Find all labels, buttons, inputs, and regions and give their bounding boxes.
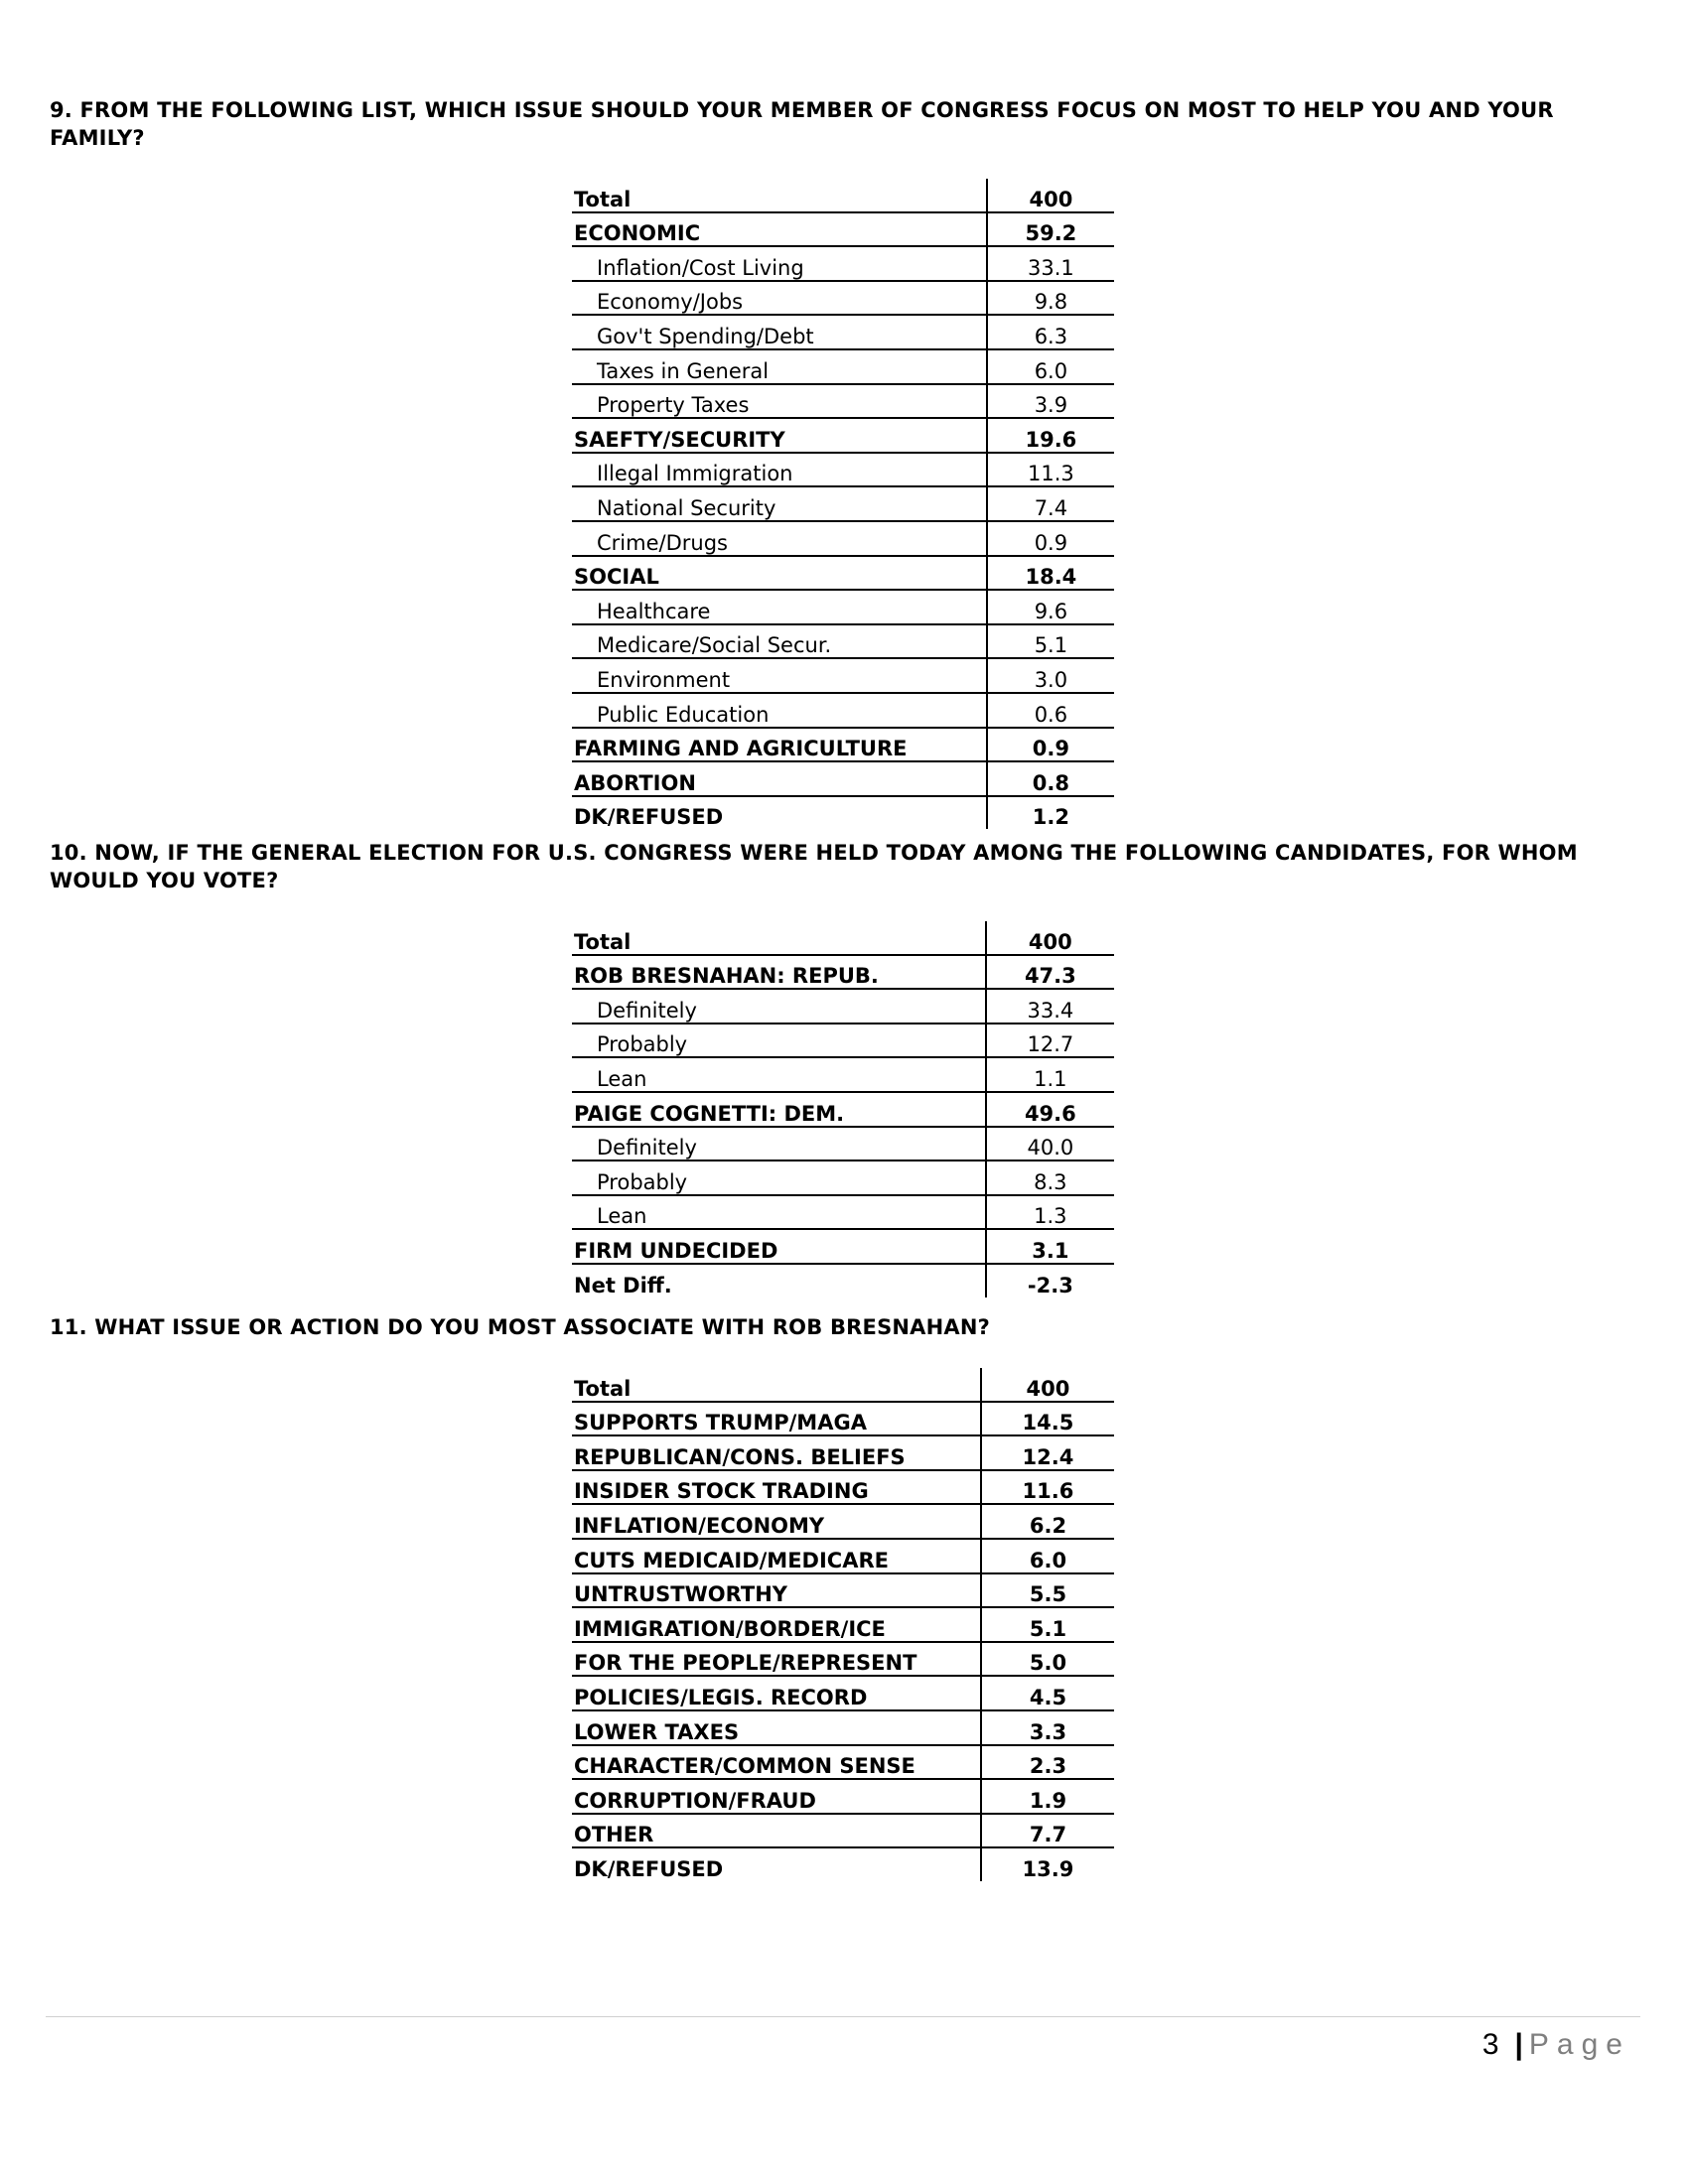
row-label: INSIDER STOCK TRADING — [572, 1470, 981, 1505]
row-label: Definitely — [572, 989, 986, 1024]
question-11-table-body — [572, 1368, 1114, 1881]
table-row — [572, 1847, 1114, 1881]
row-value: 0.8 — [987, 761, 1114, 796]
row-value: 0.6 — [987, 693, 1114, 728]
row-value: 59.2 — [987, 212, 1114, 247]
row-label: OTHER — [572, 1814, 981, 1848]
row-value: -2.3 — [986, 1264, 1114, 1297]
row-label: DK/REFUSED — [574, 1856, 724, 1881]
row-value: 5.5 — [981, 1573, 1114, 1608]
row-label: Definitely — [572, 1127, 986, 1161]
table-row — [572, 955, 1114, 990]
row-value: 33.1 — [987, 246, 1114, 281]
page-separator: | — [1514, 2028, 1523, 2061]
page-number: 3 — [1481, 2028, 1499, 2061]
row-value: 0.9 — [987, 521, 1114, 556]
row-value: 14.5 — [981, 1402, 1114, 1436]
row-value: 49.6 — [986, 1092, 1114, 1127]
table-row — [572, 1539, 1114, 1573]
row-value: 5.0 — [981, 1642, 1114, 1677]
table-row — [572, 1504, 1114, 1539]
header-label: Total — [572, 921, 986, 955]
table-row — [572, 761, 1114, 796]
row-label: IMMIGRATION/BORDER/ICE — [572, 1607, 981, 1642]
row-value: 4.5 — [981, 1676, 1114, 1710]
row-label: PAIGE COGNETTI: DEM. — [572, 1092, 986, 1127]
table-row — [572, 1573, 1114, 1608]
row-value: 6.2 — [981, 1504, 1114, 1539]
row-value: 12.4 — [981, 1435, 1114, 1470]
footer-divider — [46, 2016, 1640, 2017]
row-label: INFLATION/ECONOMY — [572, 1504, 981, 1539]
row-label: ECONOMIC — [572, 212, 987, 247]
table-row — [572, 728, 1114, 762]
row-value: 1.3 — [986, 1195, 1114, 1230]
row-label: LOWER TAXES — [572, 1710, 981, 1745]
row-label: FOR THE PEOPLE/REPRESENT — [572, 1642, 981, 1677]
row-value: 5.1 — [987, 624, 1114, 659]
row-label: Medicare/Social Secur. — [572, 624, 987, 659]
row-value: 3.9 — [987, 384, 1114, 419]
table-row — [572, 1814, 1114, 1848]
table-row — [572, 349, 1114, 384]
row-label: CORRUPTION/FRAUD — [572, 1779, 981, 1814]
page-footer — [1482, 2025, 1630, 2065]
row-value: 8.3 — [986, 1160, 1114, 1195]
row-value: 5.1 — [981, 1607, 1114, 1642]
row-label: DK/REFUSED — [574, 805, 724, 830]
table-row — [572, 418, 1114, 453]
row-label: SUPPORTS TRUMP/MAGA — [572, 1402, 981, 1436]
table-row — [572, 989, 1114, 1024]
row-value: 9.6 — [987, 590, 1114, 624]
row-label: Net Diff. — [574, 1273, 672, 1297]
table-row — [572, 556, 1114, 591]
table-row — [572, 1745, 1114, 1780]
question-9-heading: 9. FROM THE FOLLOWING LIST, WHICH ISSUE SHOULD YOUR MEMBER OF CONGRESS FOCUS ON MOST TO HELP YOU AND YOUR FAMILY? — [50, 98, 1554, 150]
row-label: National Security — [572, 486, 987, 521]
row-value: 1.2 — [987, 796, 1114, 830]
table-row — [572, 590, 1114, 624]
row-value: 6.0 — [987, 349, 1114, 384]
row-value: 7.7 — [981, 1814, 1114, 1848]
row-label: FIRM UNDECIDED — [572, 1229, 986, 1264]
header-value: 400 — [987, 179, 1114, 212]
header-label: Total — [572, 1368, 981, 1402]
row-label: SAEFTY/SECURITY — [572, 418, 987, 453]
table-row — [572, 1402, 1114, 1436]
table-row — [572, 384, 1114, 419]
row-label: Economy/Jobs — [572, 281, 987, 316]
row-label: Crime/Drugs — [572, 521, 987, 556]
table-header-row — [572, 1368, 1114, 1402]
row-value: 3.1 — [986, 1229, 1114, 1264]
row-value: 13.9 — [981, 1847, 1114, 1881]
table-row — [572, 246, 1114, 281]
row-value: 7.4 — [987, 486, 1114, 521]
table-row — [572, 1607, 1114, 1642]
table-header-row — [572, 179, 1114, 212]
header-label: Total — [572, 179, 987, 212]
row-value: 18.4 — [987, 556, 1114, 591]
question-11-heading: 11. WHAT ISSUE OR ACTION DO YOU MOST ASSOCIATE WITH ROB BRESNAHAN? — [50, 1315, 991, 1339]
row-label: Property Taxes — [572, 384, 987, 419]
table-row — [572, 1057, 1114, 1092]
question-9-table-body — [572, 179, 1114, 829]
row-value: 12.7 — [986, 1024, 1114, 1058]
table-row — [572, 521, 1114, 556]
table-row — [572, 1024, 1114, 1058]
row-value: 1.1 — [986, 1057, 1114, 1092]
row-value: 6.3 — [987, 315, 1114, 349]
question-10-table-body — [572, 921, 1114, 1297]
page-label: Page — [1528, 2028, 1630, 2061]
row-label: ABORTION — [572, 761, 987, 796]
row-label: Probably — [572, 1024, 986, 1058]
table-row — [572, 212, 1114, 247]
row-value: 6.0 — [981, 1539, 1114, 1573]
table-header-row — [572, 921, 1114, 955]
row-value: 2.3 — [981, 1745, 1114, 1780]
row-label: ROB BRESNAHAN: REPUB. — [572, 955, 986, 990]
row-value: 47.3 — [986, 955, 1114, 990]
row-label: SOCIAL — [572, 556, 987, 591]
table-row — [572, 1160, 1114, 1195]
question-10-table — [572, 921, 1114, 1297]
table-row — [572, 693, 1114, 728]
header-value: 400 — [981, 1368, 1114, 1402]
row-label: CHARACTER/COMMON SENSE — [572, 1745, 981, 1780]
table-row — [572, 1435, 1114, 1470]
row-label: CUTS MEDICAID/MEDICARE — [572, 1539, 981, 1573]
row-label: Public Education — [572, 693, 987, 728]
row-value: 0.9 — [987, 728, 1114, 762]
row-label: Illegal Immigration — [572, 453, 987, 487]
row-label: Probably — [572, 1160, 986, 1195]
table-row — [572, 1470, 1114, 1505]
table-row — [572, 658, 1114, 693]
row-label: Lean — [572, 1195, 986, 1230]
row-label: Gov't Spending/Debt — [572, 315, 987, 349]
row-value: 11.3 — [987, 453, 1114, 487]
row-value: 9.8 — [987, 281, 1114, 316]
row-value: 40.0 — [986, 1127, 1114, 1161]
row-label: Environment — [572, 658, 987, 693]
row-label: Inflation/Cost Living — [572, 246, 987, 281]
table-row — [572, 1642, 1114, 1677]
table-row — [572, 796, 1114, 830]
row-label: UNTRUSTWORTHY — [572, 1573, 981, 1608]
row-value: 11.6 — [981, 1470, 1114, 1505]
table-row — [572, 1264, 1114, 1297]
table-row — [572, 1676, 1114, 1710]
table-row — [572, 315, 1114, 349]
table-row — [572, 1779, 1114, 1814]
question-11-table — [572, 1368, 1114, 1881]
question-9-table — [572, 179, 1114, 829]
table-row — [572, 1127, 1114, 1161]
table-row — [572, 1710, 1114, 1745]
table-row — [572, 281, 1114, 316]
table-row — [572, 486, 1114, 521]
table-row — [572, 1195, 1114, 1230]
row-label: REPUBLICAN/CONS. BELIEFS — [572, 1435, 981, 1470]
row-value: 1.9 — [981, 1779, 1114, 1814]
row-label: POLICIES/LEGIS. RECORD — [572, 1676, 981, 1710]
row-value: 19.6 — [987, 418, 1114, 453]
table-row — [572, 1229, 1114, 1264]
table-row — [572, 1092, 1114, 1127]
row-value: 33.4 — [986, 989, 1114, 1024]
row-label: Taxes in General — [572, 349, 987, 384]
question-10-heading: 10. NOW, IF THE GENERAL ELECTION FOR U.S. CONGRESS WERE HELD TODAY AMONG THE FOLLOWING CANDIDATES, FOR WHOM WOULD YOU VOTE? — [50, 841, 1578, 892]
row-value: 3.3 — [981, 1710, 1114, 1745]
row-label: FARMING AND AGRICULTURE — [572, 728, 987, 762]
row-value: 3.0 — [987, 658, 1114, 693]
table-row — [572, 624, 1114, 659]
table-row — [572, 453, 1114, 487]
row-label: Lean — [572, 1057, 986, 1092]
row-label: Healthcare — [572, 590, 987, 624]
header-value: 400 — [986, 921, 1114, 955]
